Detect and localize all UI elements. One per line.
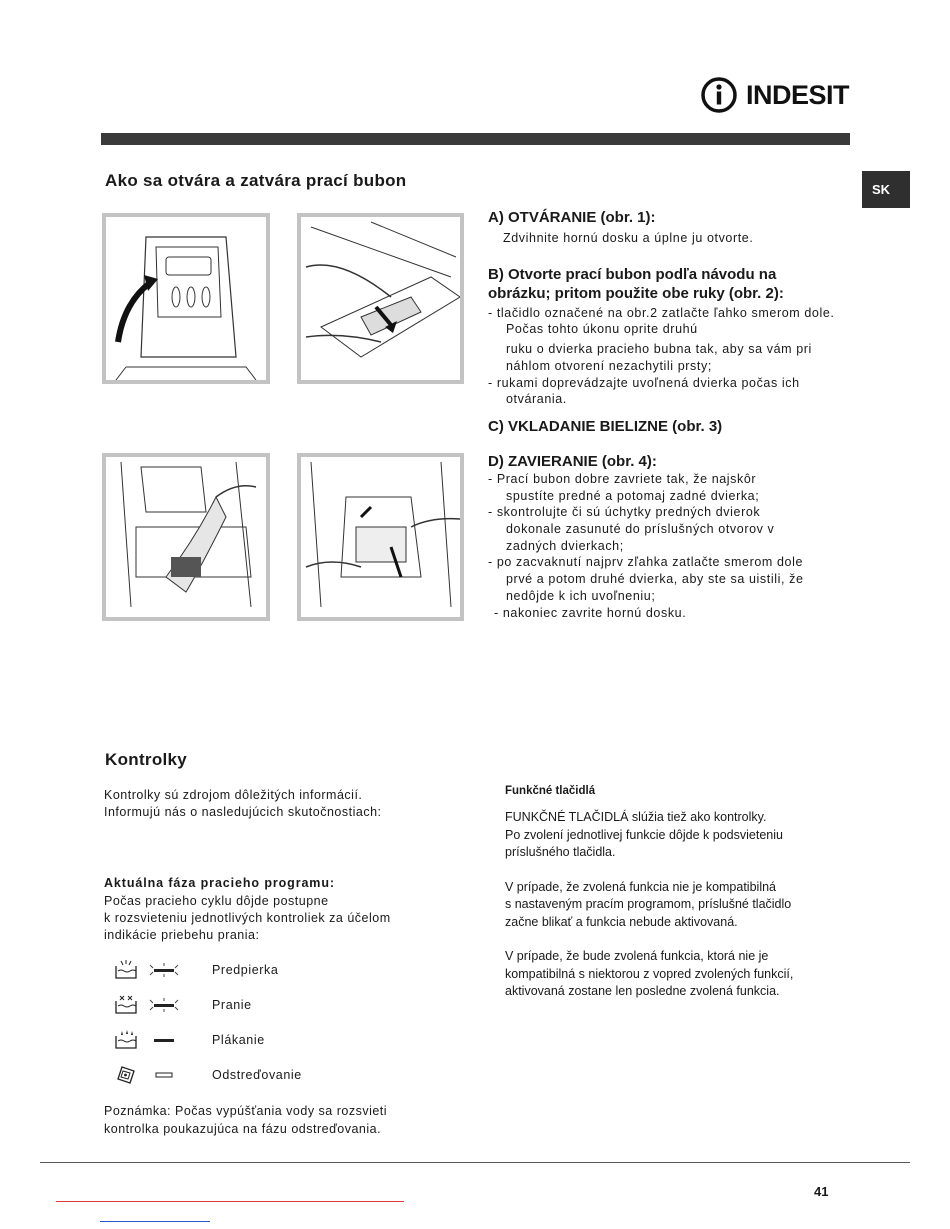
figure-3-illustration bbox=[106, 457, 266, 617]
heading-d: D) ZAVIERANIE (obr. 4): bbox=[488, 452, 657, 470]
legend-label: Predpierka bbox=[212, 963, 279, 977]
list-d bbox=[488, 471, 808, 621]
intro-line1: Kontrolky sú zdrojom dôležitých informácií. bbox=[104, 788, 363, 802]
func-line: s nastaveným pracím programom, príslušné tlačidlo bbox=[505, 897, 792, 911]
legend-row-wash bbox=[112, 992, 252, 1018]
instructions-column bbox=[488, 208, 858, 621]
figure-3 bbox=[102, 453, 270, 621]
section-title-indicators: Kontrolky bbox=[105, 750, 188, 769]
func-line: V prípade, že bude zvolená funkcia, ktorá nie je bbox=[505, 949, 769, 963]
figure-2 bbox=[297, 213, 464, 384]
note-line1: Poznámka: Počas vypúšťania vody sa rozsvieti bbox=[104, 1104, 388, 1118]
lamp-off-icon bbox=[146, 1066, 182, 1084]
rinse-icon bbox=[112, 1028, 140, 1052]
func-line: kompatibilná s niektorou z vopred zvolených funkcií, bbox=[505, 966, 794, 981]
legend-label: Pranie bbox=[212, 998, 252, 1012]
list-item: - Prací bubon dobre zavriete tak, že najskôr spustíte predné a potomaj zadné dvierka; bbox=[488, 471, 760, 503]
red-rule bbox=[56, 1201, 404, 1202]
figure-1-illustration bbox=[106, 217, 266, 380]
blue-rule bbox=[100, 1221, 210, 1222]
list-item: - skontrolujte či sú úchytky predných dvierok dokonale zasunuté do príslušných otvorov v zadných dvierkach; bbox=[488, 505, 775, 553]
spin-icon bbox=[112, 1063, 140, 1087]
lamp-on-icon bbox=[146, 1031, 182, 1049]
wash-icon bbox=[112, 993, 140, 1017]
figure-2-illustration bbox=[301, 217, 460, 380]
legend-row-spin bbox=[112, 1062, 302, 1088]
prewash-icon bbox=[112, 958, 140, 982]
list-item: - tlačidlo označené na obr.2 zatlačte ľahko smerom dole. Počas tohto úkonu oprite druhú bbox=[488, 305, 835, 337]
phase-text-line2: k rozsvieteniu jednotlivých kontroliek za účelom bbox=[104, 911, 391, 925]
legend-label: Odstreďovanie bbox=[212, 1068, 302, 1082]
phase-text-line3: indikácie priebehu prania: bbox=[104, 928, 260, 942]
figure-4 bbox=[297, 453, 464, 621]
list-b bbox=[488, 305, 838, 408]
figure-4-illustration bbox=[301, 457, 460, 617]
brand-name: INDESIT bbox=[746, 80, 850, 110]
function-buttons-text bbox=[505, 809, 850, 1001]
language-tab: SK bbox=[862, 171, 910, 208]
lamp-blinking-icon bbox=[146, 961, 182, 979]
list-item: - nakoniec zavrite hornú dosku. bbox=[494, 605, 687, 620]
legend-row-prewash bbox=[112, 957, 279, 983]
heading-a: A) OTVÁRANIE (obr. 1): bbox=[488, 209, 656, 226]
text-a: Zdvihnite hornú dosku a úplne ju otvorte. bbox=[503, 231, 754, 245]
intro-line2: Informujú nás o nasledujúcich skutočnostiach: bbox=[104, 805, 382, 819]
function-buttons-heading: Funkčné tlačidlá bbox=[505, 785, 596, 797]
list-item: - po zacvaknutí najprv zľahka zatlačte smerom dole prvé a potom druhé dvierka, aby ste sa uistili, že nedôjde k ich uvoľneniu; bbox=[488, 555, 804, 603]
brand-logo bbox=[700, 76, 848, 114]
footer-divider bbox=[40, 1162, 910, 1163]
func-line: začne blikať a funkcia nebude aktivovaná. bbox=[505, 914, 738, 929]
page-number: 41 bbox=[814, 1184, 829, 1199]
list-item: - rukami doprevádzajte uvoľnená dvierka počas ich otvárania. bbox=[488, 375, 800, 407]
figure-1 bbox=[102, 213, 270, 384]
legend-row-rinse bbox=[112, 1027, 265, 1053]
header-divider bbox=[101, 133, 850, 145]
heading-b-line1: B) Otvorte prací bubon podľa návodu na bbox=[488, 265, 777, 283]
func-line: V prípade, že zvolená funkcia nie je kompatibilná bbox=[505, 879, 776, 894]
func-line: FUNKČNÉ TLAČIDLÁ slúžia tiež ako kontrolky. bbox=[505, 810, 767, 824]
phase-heading: Aktuálna fáza pracieho programu: bbox=[104, 876, 335, 890]
phase-text-line1: Počas pracieho cyklu dôjde postupne bbox=[104, 894, 329, 908]
note-line2: kontrolka poukazujúca na fázu odstreďovania. bbox=[104, 1122, 382, 1136]
func-line: aktivovaná zostane len posledne zvolená funkcia. bbox=[505, 984, 780, 998]
section-title-drum: Ako sa otvára a zatvára prací bubon bbox=[105, 171, 407, 190]
heading-b-line2: obrázku; pritom použite obe ruky (obr. 2): bbox=[488, 284, 784, 302]
func-line: Po zvolení jednotlivej funkcie dôjde k podsvieteniu bbox=[505, 827, 783, 842]
legend-label: Plákanie bbox=[212, 1033, 265, 1047]
heading-c: C) VKLADANIE BIELIZNE (obr. 3) bbox=[488, 417, 723, 435]
lamp-blinking-icon bbox=[146, 996, 182, 1014]
indesit-logo-icon bbox=[700, 76, 740, 114]
func-line: príslušného tlačidla. bbox=[505, 845, 616, 859]
list-item: ruku o dvierka pracieho bubna tak, aby sa vám pri náhlom otvorení nezachytili prsty; bbox=[506, 342, 812, 373]
